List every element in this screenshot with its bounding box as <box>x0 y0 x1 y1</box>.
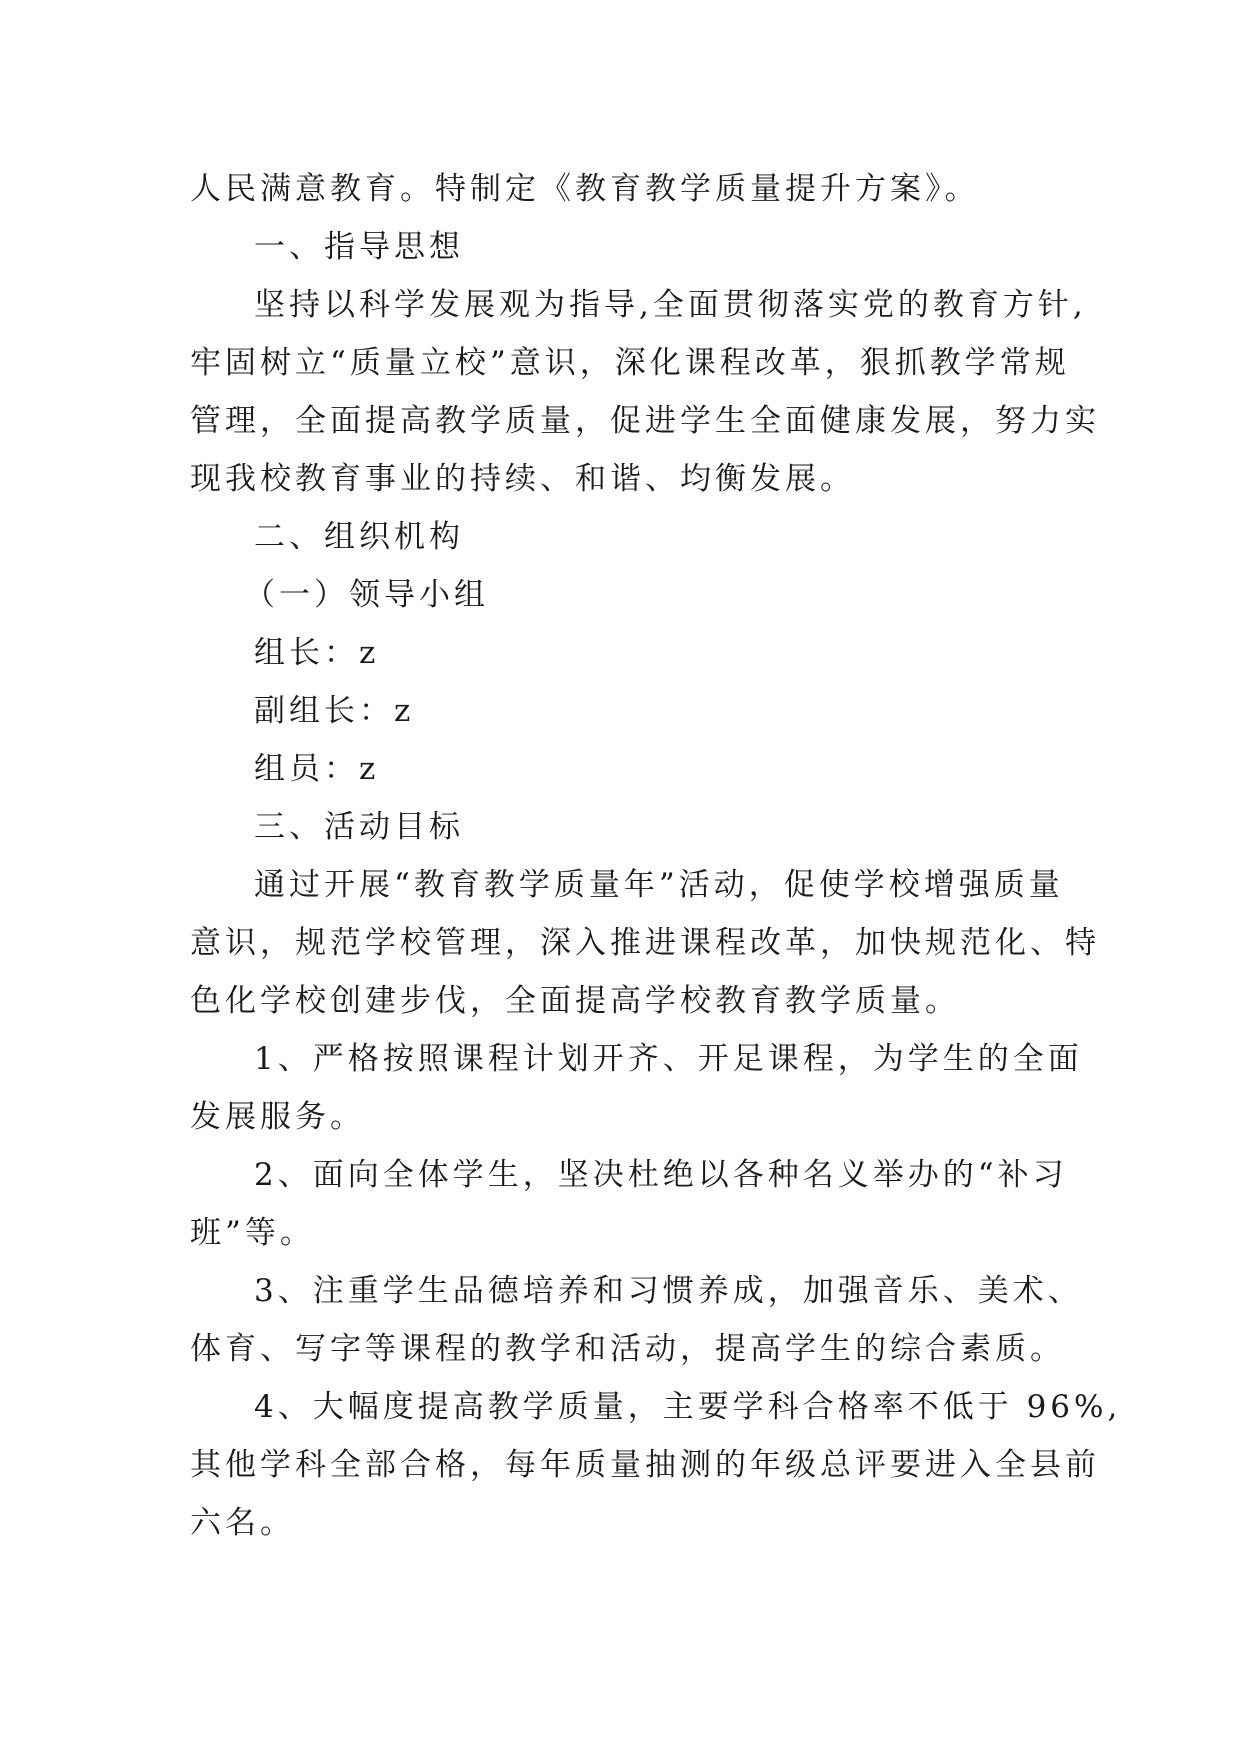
text-line-15: 色化学校创建步伐，全面提高学校教育教学质量。 <box>190 983 960 1019</box>
section-heading-activity-goals: 三、活动目标 <box>254 809 464 845</box>
list-item-2-cont: 班”等。 <box>190 1215 315 1251</box>
list-item-3: 3、注重学生品德培养和习惯养成，加强音乐、美术、 <box>254 1273 1083 1309</box>
section-heading-guiding-thought: 一、指导思想 <box>254 229 464 265</box>
document-body <box>190 160 1122 1552</box>
list-item-2: 2、面向全体学生，坚决杜绝以各种名义举办的“补习 <box>254 1157 1068 1193</box>
text-line-deputy-leader: 副组长：z <box>254 693 415 729</box>
list-item-4-cont-2: 六名。 <box>190 1505 295 1541</box>
list-item-3-cont: 体育、写字等课程的教学和活动，提高学生的综合素质。 <box>190 1331 1065 1367</box>
list-item-4-cont: 其他学科全部合格，每年质量抽测的年级总评要进入全县前 <box>190 1447 1100 1483</box>
text-line-5: 管理，全面提高教学质量，促进学生全面健康发展，努力实 <box>190 403 1100 439</box>
text-line-3: 坚持以科学发展观为指导,全面贯彻落实党的教育方针, <box>254 287 1087 323</box>
list-item-4: 4、大幅度提高教学质量，主要学科合格率不低于 96%, <box>254 1389 1122 1425</box>
list-item-1: 1、严格按照课程计划开齐、开足课程，为学生的全面 <box>254 1041 1083 1077</box>
text-line-1: 人民满意教育。特制定《教育教学质量提升方案》。 <box>190 171 980 207</box>
text-line-4: 牢固树立“质量立校”意识，深化课程改革，狠抓教学常规 <box>190 345 1070 381</box>
list-item-1-cont: 发展服务。 <box>190 1099 365 1135</box>
text-line-6: 现我校教育事业的持续、和谐、均衡发展。 <box>190 461 855 497</box>
text-line-13: 通过开展“教育教学质量年”活动，促使学校增强质量 <box>254 867 1064 903</box>
text-line-group-leader: 组长：z <box>254 635 380 671</box>
text-line-14: 意识，规范学校管理，深入推进课程改革，加快规范化、特 <box>190 925 1100 961</box>
text-line-members: 组员：z <box>254 751 380 787</box>
subsection-heading-leadership-group: （一）领导小组 <box>244 577 489 613</box>
section-heading-organization: 二、组织机构 <box>254 519 464 555</box>
